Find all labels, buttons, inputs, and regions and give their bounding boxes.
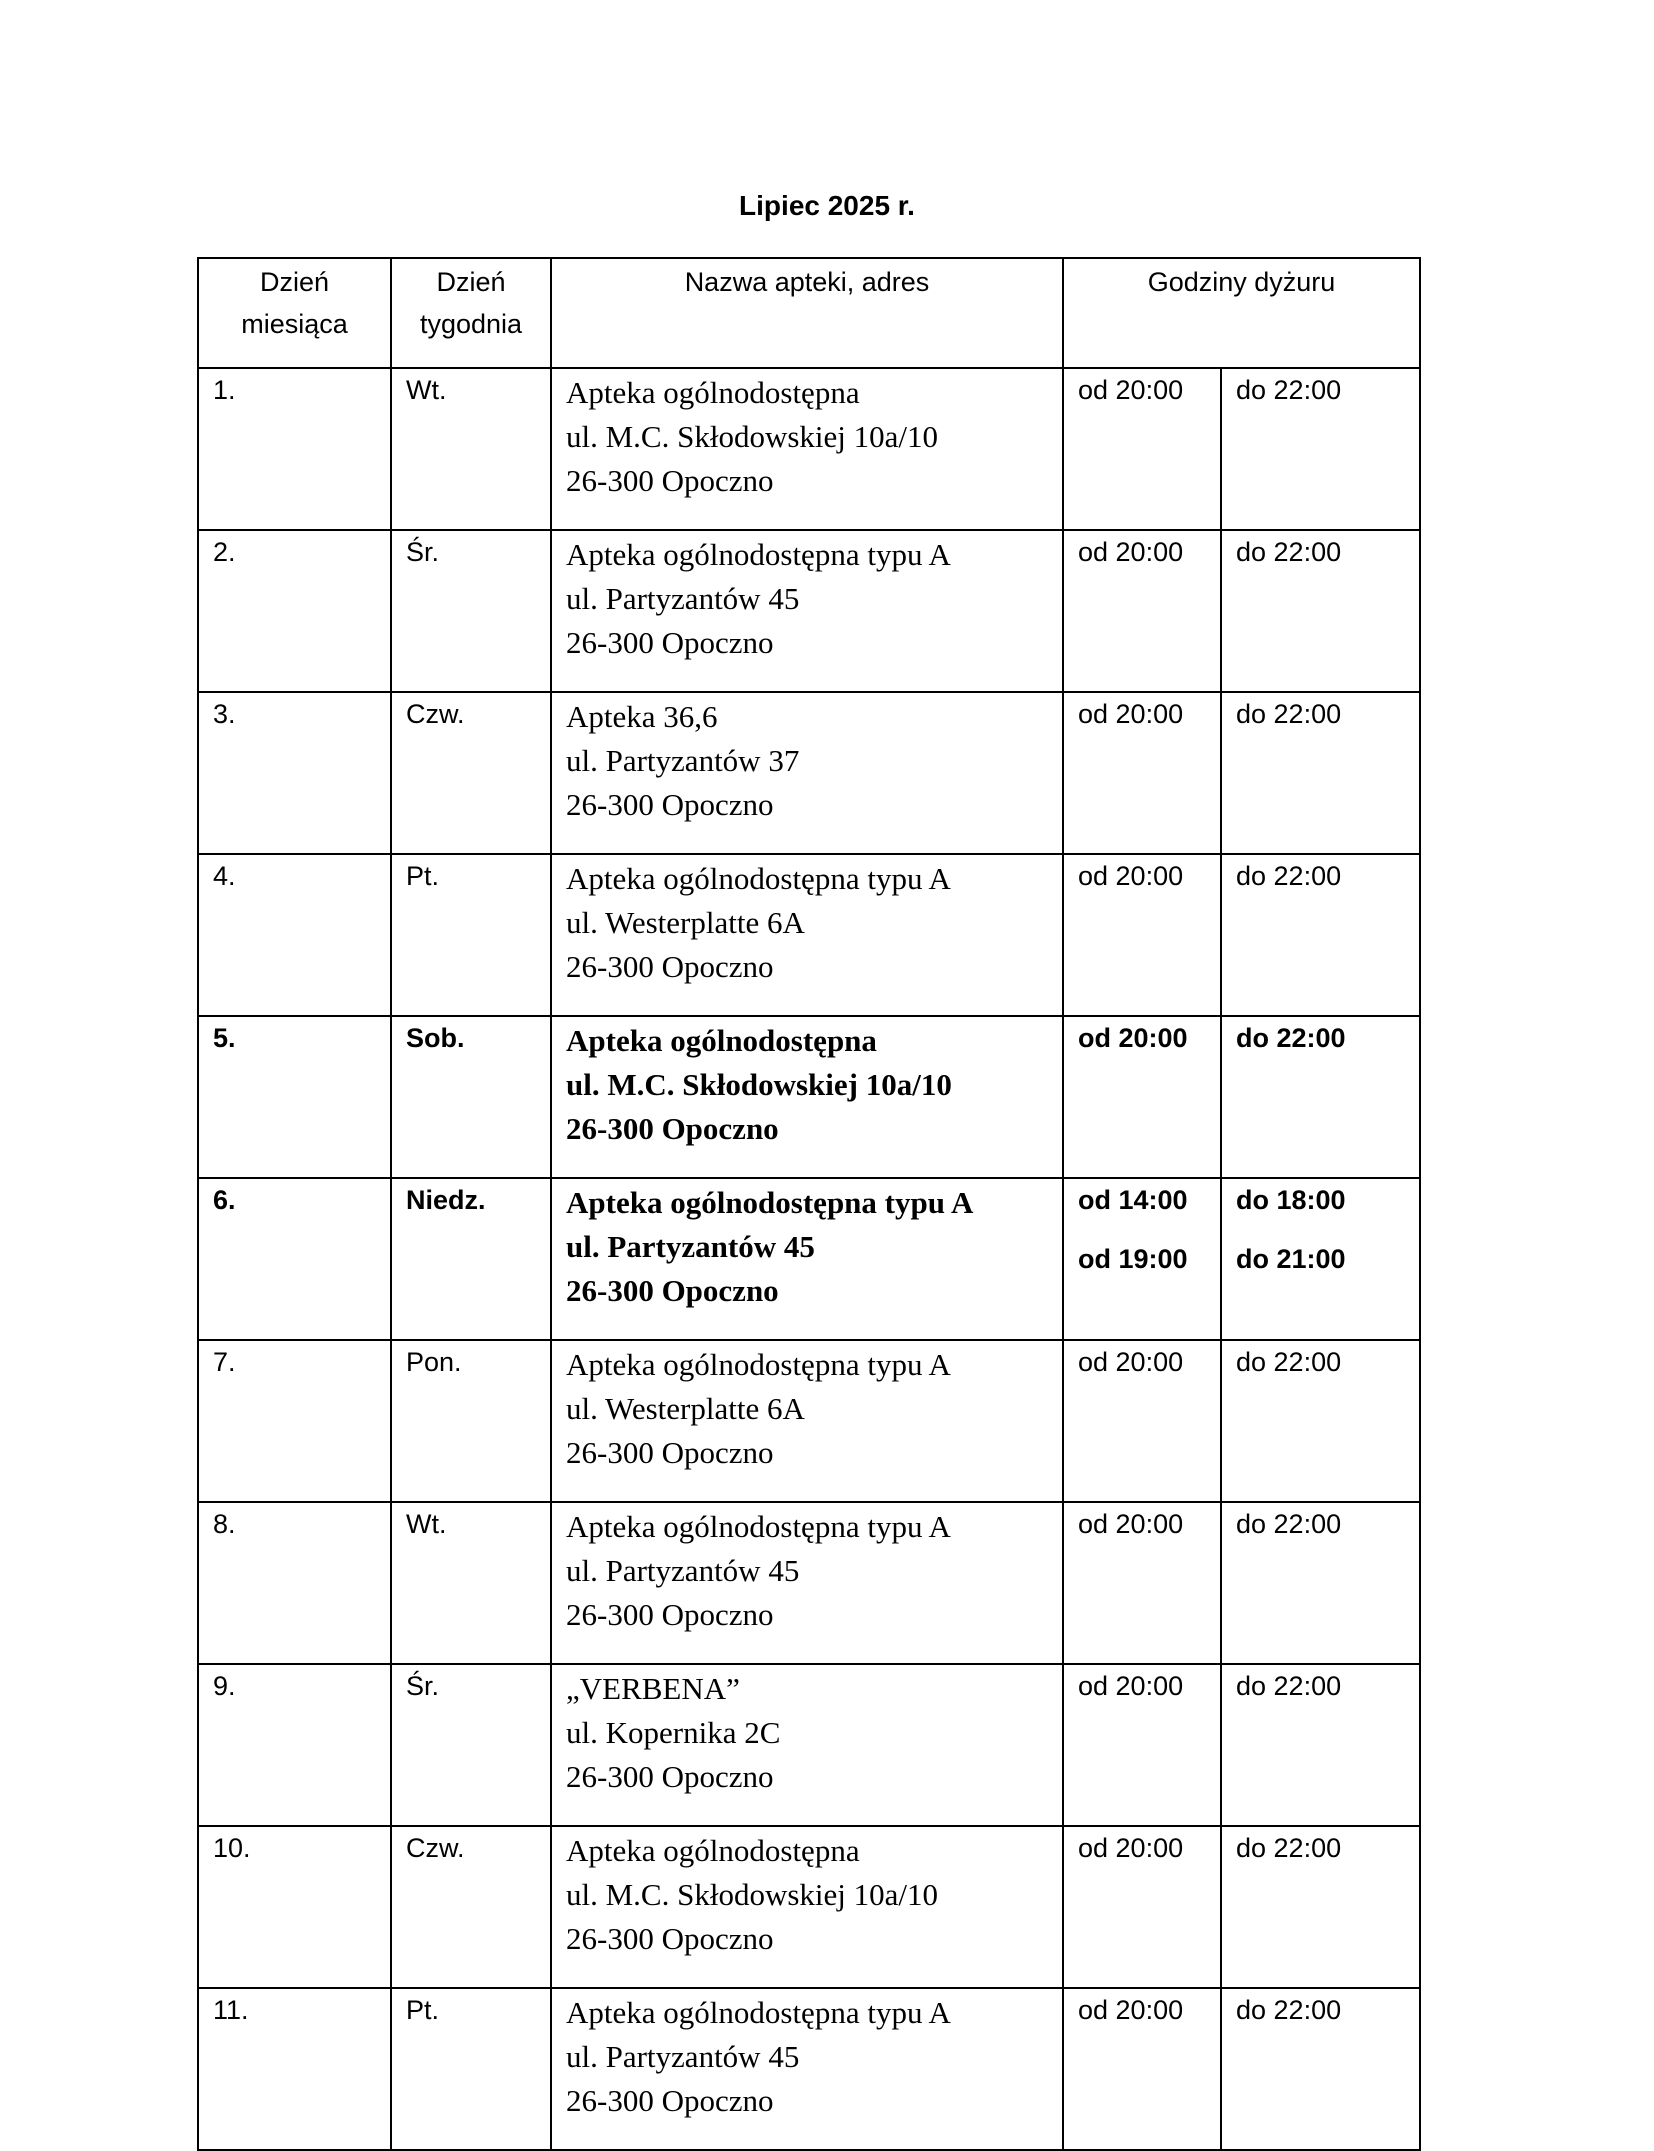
table-row	[198, 1502, 1420, 1664]
hours-from: od 14:00	[1078, 1185, 1188, 1215]
table-header-row	[198, 258, 1420, 368]
table-row	[198, 1016, 1420, 1178]
hours-to-cell	[1221, 1178, 1420, 1340]
hours-to-cell	[1221, 692, 1420, 854]
table-row	[198, 1826, 1420, 1988]
pharmacy-name: Apteka ogólnodostępna typu A	[566, 1509, 951, 1544]
hours-from-cell	[1063, 1340, 1221, 1502]
hours-to: do 18:00	[1236, 1185, 1346, 1215]
hours-from: od 20:00	[1078, 537, 1184, 567]
hours-from: od 20:00	[1078, 1509, 1184, 1539]
pharmacy-street: ul. M.C. Skłodowskiej 10a/10	[566, 1067, 952, 1102]
hours-from-cell	[1063, 854, 1221, 1016]
pharmacy-cell	[551, 1178, 1063, 1340]
day-of-week-cell: Śr.	[391, 1664, 551, 1826]
hours-to-cell	[1221, 1502, 1420, 1664]
pharmacy-name: Apteka ogólnodostępna	[566, 1023, 877, 1058]
pharmacy-city: 26-300 Opoczno	[566, 1597, 774, 1632]
hours-from-cell	[1063, 1178, 1221, 1340]
day-of-week-cell: Sob.	[391, 1016, 551, 1178]
hours-from: od 20:00	[1078, 699, 1184, 729]
pharmacy-street: ul. Partyzantów 37	[566, 743, 800, 778]
day-of-week-cell: Wt.	[391, 1502, 551, 1664]
day-of-week-cell: Pon.	[391, 1340, 551, 1502]
pharmacy-street: ul. Partyzantów 45	[566, 581, 800, 616]
hours-to: do 22:00	[1236, 1671, 1342, 1701]
table-row	[198, 530, 1420, 692]
hours-from-cell	[1063, 1826, 1221, 1988]
pharmacy-city: 26-300 Opoczno	[566, 1435, 774, 1470]
pharmacy-city: 26-300 Opoczno	[566, 2083, 774, 2118]
day-of-week-cell: Czw.	[391, 692, 551, 854]
hours-from: od 20:00	[1078, 1671, 1184, 1701]
pharmacy-cell	[551, 1016, 1063, 1178]
day-of-month-cell: 5.	[198, 1016, 391, 1178]
header-day-of-week: Dzień tygodnia	[391, 258, 551, 368]
pharmacy-street: ul. Westerplatte 6A	[566, 905, 805, 940]
pharmacy-cell	[551, 854, 1063, 1016]
table-row	[198, 1664, 1420, 1826]
pharmacy-city: 26-300 Opoczno	[566, 1273, 779, 1308]
hours-from-cell	[1063, 1988, 1221, 2150]
hours-to-cell	[1221, 1826, 1420, 1988]
pharmacy-name: Apteka ogólnodostępna typu A	[566, 1185, 974, 1220]
table-row	[198, 854, 1420, 1016]
hours-from: od 20:00	[1078, 1023, 1188, 1053]
table-row	[198, 692, 1420, 854]
hours-to-cell	[1221, 854, 1420, 1016]
pharmacy-name: „VERBENA”	[566, 1671, 740, 1706]
table-row	[198, 1178, 1420, 1340]
day-of-month-cell: 7.	[198, 1340, 391, 1502]
table-row	[198, 1340, 1420, 1502]
pharmacy-cell	[551, 1988, 1063, 2150]
hours-to: do 22:00	[1236, 1833, 1342, 1863]
duty-schedule-table	[197, 257, 1421, 2151]
pharmacy-city: 26-300 Opoczno	[566, 1759, 774, 1794]
hours-from-cell	[1063, 368, 1221, 530]
pharmacy-cell	[551, 1502, 1063, 1664]
pharmacy-cell	[551, 1826, 1063, 1988]
page-title: Lipiec 2025 r.	[739, 190, 915, 221]
pharmacy-city: 26-300 Opoczno	[566, 787, 774, 822]
pharmacy-street: ul. Partyzantów 45	[566, 2039, 800, 2074]
pharmacy-name: Apteka 36,6	[566, 699, 718, 734]
pharmacy-name: Apteka ogólnodostępna	[566, 375, 860, 410]
hours-from-cell	[1063, 692, 1221, 854]
pharmacy-name: Apteka ogólnodostępna typu A	[566, 537, 951, 572]
hours-to: do 22:00	[1236, 1023, 1346, 1053]
pharmacy-name: Apteka ogólnodostępna typu A	[566, 1995, 951, 2030]
pharmacy-name: Apteka ogólnodostępna typu A	[566, 1347, 951, 1382]
pharmacy-street: ul. M.C. Skłodowskiej 10a/10	[566, 419, 939, 454]
pharmacy-street: ul. Westerplatte 6A	[566, 1391, 805, 1426]
hours-to: do 22:00	[1236, 375, 1342, 405]
day-of-month-cell: 3.	[198, 692, 391, 854]
pharmacy-city: 26-300 Opoczno	[566, 1111, 779, 1146]
header-hours: Godziny dyżuru	[1063, 258, 1420, 368]
hours-from-cell	[1063, 1016, 1221, 1178]
day-of-week-cell: Czw.	[391, 1826, 551, 1988]
pharmacy-cell	[551, 1664, 1063, 1826]
day-of-month-cell: 10.	[198, 1826, 391, 1988]
pharmacy-name: Apteka ogólnodostępna typu A	[566, 861, 951, 896]
hours-to-cell	[1221, 1340, 1420, 1502]
day-of-month-cell: 2.	[198, 530, 391, 692]
pharmacy-city: 26-300 Opoczno	[566, 949, 774, 984]
day-of-week-cell: Wt.	[391, 368, 551, 530]
pharmacy-cell	[551, 692, 1063, 854]
pharmacy-street: ul. Partyzantów 45	[566, 1553, 800, 1588]
hours-from: od 20:00	[1078, 1833, 1184, 1863]
hours-from: od 20:00	[1078, 375, 1184, 405]
hours-from: od 20:00	[1078, 1995, 1184, 2025]
header-day-of-month: Dzień miesiąca	[198, 258, 391, 368]
hours-to: do 22:00	[1236, 1509, 1342, 1539]
day-of-month-cell: 9.	[198, 1664, 391, 1826]
hours-from: od 20:00	[1078, 861, 1184, 891]
hours-to-cell	[1221, 368, 1420, 530]
pharmacy-cell	[551, 530, 1063, 692]
day-of-week-cell: Pt.	[391, 854, 551, 1016]
pharmacy-city: 26-300 Opoczno	[566, 625, 774, 660]
day-of-month-cell: 1.	[198, 368, 391, 530]
day-of-month-cell: 11.	[198, 1988, 391, 2150]
hours-to: do 22:00	[1236, 1347, 1342, 1377]
pharmacy-street: ul. M.C. Skłodowskiej 10a/10	[566, 1877, 939, 1912]
hours-to-cell	[1221, 530, 1420, 692]
pharmacy-street: ul. Partyzantów 45	[566, 1229, 815, 1264]
day-of-week-cell: Śr.	[391, 530, 551, 692]
pharmacy-street: ul. Kopernika 2C	[566, 1715, 781, 1750]
hours-to-cell	[1221, 1016, 1420, 1178]
pharmacy-cell	[551, 1340, 1063, 1502]
hours-to: do 22:00	[1236, 537, 1342, 567]
day-of-month-cell: 4.	[198, 854, 391, 1016]
hours-from-cell	[1063, 1502, 1221, 1664]
pharmacy-cell	[551, 368, 1063, 530]
day-of-week-cell: Pt.	[391, 1988, 551, 2150]
hours-from: od 20:00	[1078, 1347, 1184, 1377]
hours-to-second: do 21:00	[1236, 1244, 1346, 1274]
pharmacy-city: 26-300 Opoczno	[566, 463, 774, 498]
hours-to-cell	[1221, 1664, 1420, 1826]
table-row	[198, 368, 1420, 530]
pharmacy-city: 26-300 Opoczno	[566, 1921, 774, 1956]
day-of-week-cell: Niedz.	[391, 1178, 551, 1340]
day-of-month-cell: 8.	[198, 1502, 391, 1664]
day-of-month-cell: 6.	[198, 1178, 391, 1340]
header-pharmacy: Nazwa apteki, adres	[551, 258, 1063, 368]
table-row	[198, 1988, 1420, 2150]
hours-to: do 22:00	[1236, 1995, 1342, 2025]
hours-from-cell	[1063, 530, 1221, 692]
hours-from-cell	[1063, 1664, 1221, 1826]
pharmacy-name: Apteka ogólnodostępna	[566, 1833, 860, 1868]
hours-to: do 22:00	[1236, 861, 1342, 891]
table-body	[198, 368, 1420, 2150]
hours-to: do 22:00	[1236, 699, 1342, 729]
hours-from-second: od 19:00	[1078, 1244, 1188, 1274]
hours-to-cell	[1221, 1988, 1420, 2150]
